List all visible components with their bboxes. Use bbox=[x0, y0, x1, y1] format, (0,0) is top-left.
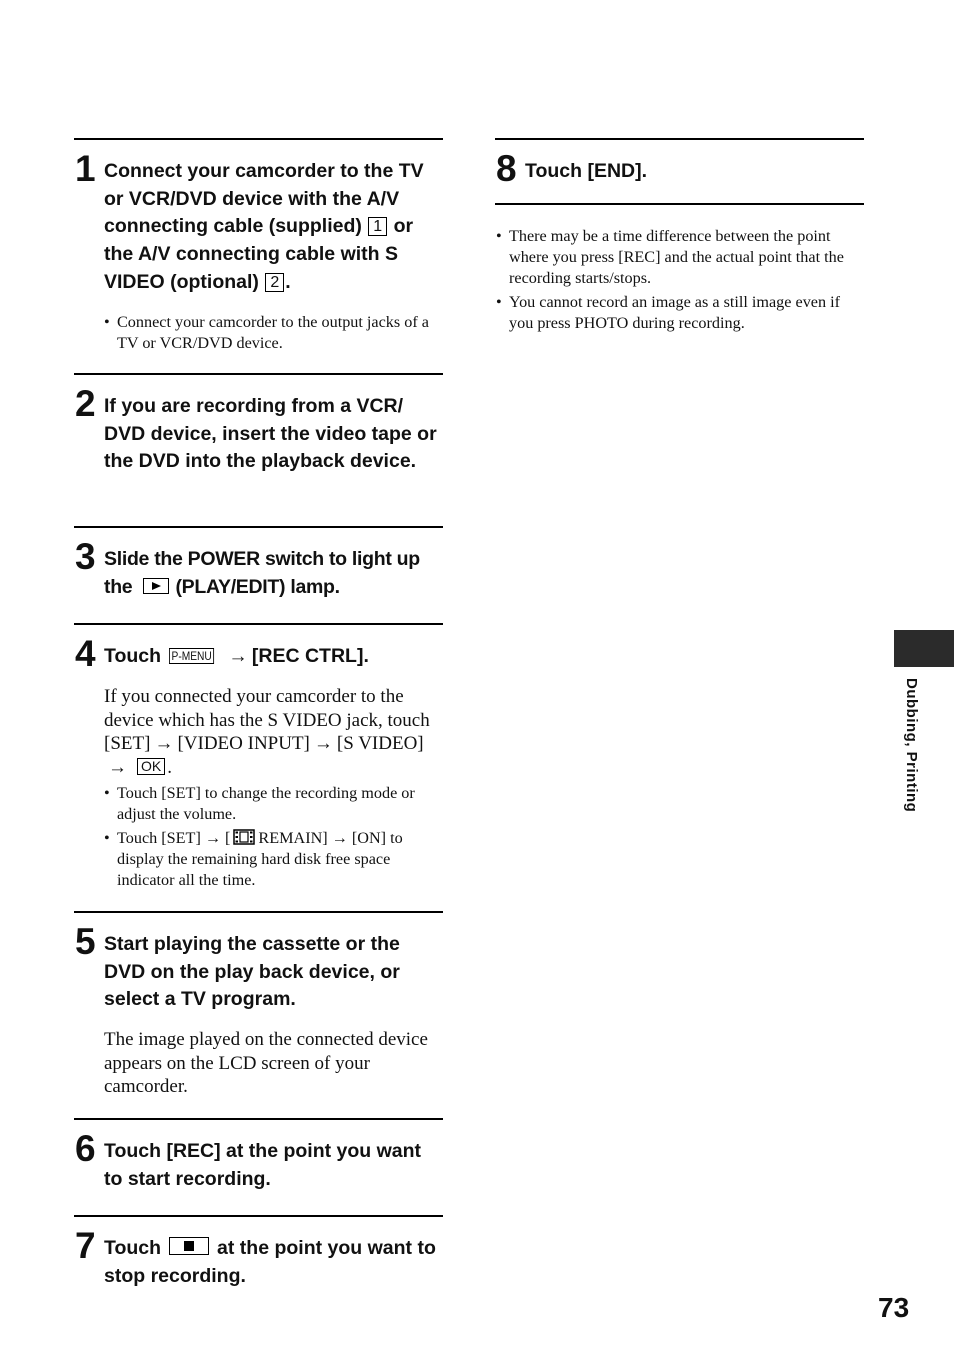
section-tab-label: Dubbing, Printing bbox=[903, 678, 920, 813]
step-2-rule bbox=[74, 373, 443, 375]
step-4-rule bbox=[74, 623, 443, 625]
step-4-body-text-c: [S VIDEO] bbox=[336, 733, 424, 754]
step-7-heading bbox=[104, 1235, 444, 1290]
arrow-icon: → bbox=[154, 733, 174, 754]
step-2-number: 2 bbox=[75, 383, 96, 424]
step-4-note-2-text-c: REMAIN] bbox=[258, 829, 328, 847]
step-2-heading: If you are recording from a VCR/ DVD device, insert the video tape or the DVD into the playback device. bbox=[104, 395, 437, 473]
step-4-note-2-text-a: Touch [SET] bbox=[117, 829, 201, 847]
step-1-note: • Connect your camcorder to the output jacks of a TV or VCR/DVD device. bbox=[104, 312, 444, 354]
step-4-heading bbox=[104, 643, 444, 671]
arrow-icon: → bbox=[313, 733, 333, 754]
step-7-rule bbox=[74, 1215, 443, 1217]
step-1-number: 1 bbox=[75, 148, 96, 189]
step-4-notes bbox=[104, 783, 444, 894]
step-8-heading: Touch [END]. bbox=[525, 160, 648, 182]
arrow-icon: → bbox=[204, 829, 222, 847]
play-edit-icon bbox=[143, 578, 169, 594]
step-4-number: 4 bbox=[75, 633, 96, 674]
step-1-heading bbox=[104, 158, 444, 297]
step-8-rule-bottom bbox=[495, 203, 864, 205]
step-7-heading-text-a: Touch bbox=[104, 1237, 162, 1259]
step-8-note-2: • You cannot record an image as a still image even if you press PHOTO during recording. bbox=[496, 292, 864, 334]
step-1-notes bbox=[104, 312, 444, 357]
step-5-number: 5 bbox=[75, 921, 96, 962]
step-3-heading-text-b: (PLAY/EDIT) lamp. bbox=[175, 575, 340, 598]
step-6-number: 6 bbox=[75, 1128, 96, 1169]
step-8-note-1: • There may be a time difference between the point where you press [REC] and the actual point that the recording starts/stops. bbox=[496, 226, 864, 289]
step-3-rule bbox=[74, 526, 443, 528]
step-4-note-1: • Touch [SET] to change the recording mode or adjust the volume. bbox=[104, 783, 444, 825]
step-1-heading-text-c: . bbox=[285, 270, 291, 293]
step-1-heading-text-b: or the A/V connecting cable with S VIDEO (optional) bbox=[104, 215, 414, 293]
step-5-rule bbox=[74, 911, 443, 913]
step-4-note-2 bbox=[104, 828, 444, 891]
step-8-number: 8 bbox=[496, 148, 517, 189]
step-4-heading-text-a: Touch bbox=[104, 645, 162, 667]
step-4-note-2-text-b: [ bbox=[225, 829, 231, 847]
step-3-number: 3 bbox=[75, 536, 96, 577]
step-1-rule bbox=[74, 138, 443, 140]
step-8-rule-top bbox=[495, 138, 864, 140]
ok-icon: OK bbox=[137, 758, 165, 775]
step-3-heading-text-a: Slide the POWER switch to light up the bbox=[104, 548, 420, 598]
p-menu-icon: P-MENU bbox=[169, 648, 214, 664]
step-7-heading-text-b: at the point you want to stop recording. bbox=[104, 1237, 436, 1287]
arrow-icon: → bbox=[228, 645, 248, 667]
step-6-rule bbox=[74, 1118, 443, 1120]
section-tab-marker bbox=[894, 630, 954, 667]
step-4-body-text-d: . bbox=[167, 756, 172, 778]
cable-2-marker: 2 bbox=[265, 273, 284, 292]
step-4-body-text-a: If you connected your camcorder to the device which has the S VIDEO jack, touch [SET] bbox=[104, 686, 430, 754]
step-4-heading-text-b: [REC CTRL]. bbox=[251, 645, 369, 667]
step-5-body: The image played on the connected device appears on the LCD screen of your camcorder. bbox=[104, 1029, 428, 1097]
step-5-heading: Start playing the cassette or the DVD on the play back device, or select a TV program. bbox=[104, 933, 400, 1011]
step-6-heading: Touch [REC] at the point you want to start recording. bbox=[104, 1140, 422, 1190]
page-number: 73 bbox=[878, 1292, 910, 1323]
stop-button-icon bbox=[169, 1237, 209, 1255]
step-4-body-text-b: [VIDEO INPUT] bbox=[177, 733, 310, 754]
step-8-notes bbox=[496, 226, 864, 337]
cable-1-marker: 1 bbox=[368, 217, 387, 236]
step-3-heading bbox=[104, 546, 449, 601]
step-4-note-2-text-d: [ON] to display the remaining hard disk free space indicator all the time. bbox=[117, 829, 403, 889]
step-1-heading-text-a: Connect your camcorder to the TV or VCR/DVD device with the A/V connecting cable (supplied) bbox=[104, 160, 424, 238]
arrow-icon: → bbox=[108, 756, 127, 778]
arrow-icon: → bbox=[331, 829, 348, 847]
step-4-body bbox=[104, 685, 444, 779]
film-remain-icon bbox=[233, 829, 255, 845]
step-7-number: 7 bbox=[75, 1225, 96, 1266]
